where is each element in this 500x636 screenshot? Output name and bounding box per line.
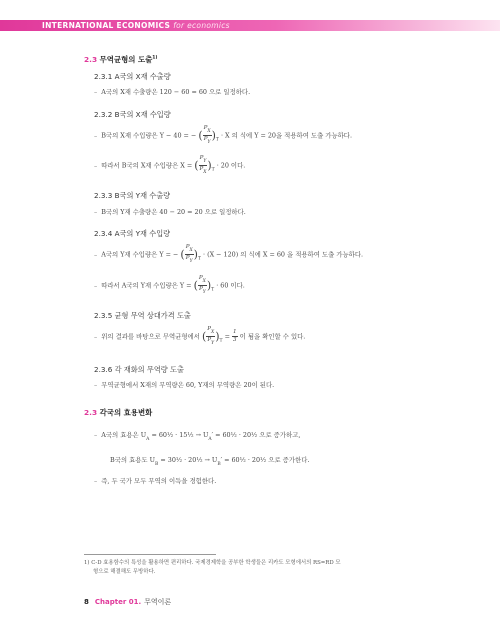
subsection-heading-2-3-5: 2.3.5 균형 무역 상대가격 도출 bbox=[94, 311, 191, 320]
text-line: – A국의 X재 수출량은 120 − 60 = 60 으로 일정하다. bbox=[94, 88, 251, 96]
subsection-heading-2-3-3: 2.3.3 B국의 Y재 수출량 bbox=[94, 191, 171, 200]
utility-line-b: B국의 효용도 $U_B$ = 30½ · 20½ → $U_B'$ = 60½ · 20½ 으로 증가한다. bbox=[110, 456, 310, 467]
subsection-heading-2-3-1: 2.3.1 A국의 X재 수출량 bbox=[94, 72, 171, 81]
fraction-one-third: $\frac{1}{3}$ bbox=[233, 329, 237, 343]
text-line-equation: – A국의 Y재 수입량은 Y = − ( $\frac{P_X}{P_Y}$ )$_T \cdot (X - 120)$ 의 식에 X = 60 을 적용하여 도출 가능하다. bbox=[94, 244, 364, 264]
fraction-px-py: $\frac{P_X}{P_Y}$ bbox=[185, 244, 193, 264]
fraction-px-py: $\frac{P_X}{P_Y}$ bbox=[203, 125, 211, 145]
text-line-equation: – 따라서 A국의 Y재 수입량은 Y = ( $\frac{P_X}{P_Y}$ )$_T \cdot 60$ 이다. bbox=[94, 275, 245, 295]
page-footer bbox=[84, 597, 171, 607]
footnote-divider bbox=[84, 554, 216, 555]
fraction-px-py: $\frac{P_X}{P_Y}$ bbox=[198, 275, 206, 295]
fraction-py-px: $\frac{P_Y}{P_X}$ bbox=[199, 155, 207, 175]
chapter-label: Chapter 01. bbox=[94, 598, 142, 606]
text-line-equation: – B국의 X재 수입량은 Y − 40 = − ( $\frac{P_X}{P_Y}$ )$_T \cdot X$ 의 식에 Y = 20을 적용하여 도출 가능하다. bbox=[94, 125, 353, 145]
section-heading-utility-change: 2.3 각국의 효용변화 bbox=[84, 408, 153, 417]
text-line-equation: – 따라서 B국의 X재 수입량은 X = ( $\frac{P_Y}{P_X}$ )$_T \cdot 20$ 이다. bbox=[94, 155, 246, 175]
conclusion-line: – 즉, 두 국가 모두 무역의 이득을 경험한다. bbox=[94, 477, 217, 485]
text-line: – B국의 Y재 수출량은 40 − 20 = 20 으로 일정하다. bbox=[94, 208, 246, 216]
subsection-heading-2-3-6: 2.3.6 각 재화의 무역량 도출 bbox=[94, 365, 184, 374]
text-line: – 무역균형에서 X재의 무역량은 60, Y재의 무역량은 20이 된다. bbox=[94, 381, 275, 389]
subsection-heading-2-3-2: 2.3.2 B국의 X재 수입량 bbox=[94, 110, 171, 119]
chapter-name: 무역이론 bbox=[144, 598, 172, 606]
text-line-equation: – 위의 결과를 바탕으로 무역균형에서 ( $\frac{P_X}{P_Y}$ )$_T$ = $\frac{1}{3}$ 이 됨을 확인할 수 있다. bbox=[94, 326, 306, 346]
utility-line-a: – A국의 효용은 $U_A$ = 60½ · 15½ → $U_A'$ = 60½ · 20½ 으로 증가하고, bbox=[94, 431, 301, 442]
fraction-px-py: $\frac{P_X}{P_Y}$ bbox=[207, 326, 215, 346]
subsection-heading-2-3-4: 2.3.4 A국의 Y재 수입량 bbox=[94, 229, 171, 238]
header-title: INTERNATIONAL ECONOMICS for economics bbox=[42, 21, 230, 30]
section-heading-trade-equilibrium: 2.3 무역균형의 도출$^{1)}$ bbox=[84, 55, 158, 64]
page-number: 8 bbox=[84, 598, 89, 606]
footnote: 1) C-D 효용함수의 특성을 활용하면 편리하다. 국제경제학을 공부한 학생들은 리카도 모형에서의 RS=RD 모 형으로 해결해도 무방하다. bbox=[84, 560, 341, 575]
